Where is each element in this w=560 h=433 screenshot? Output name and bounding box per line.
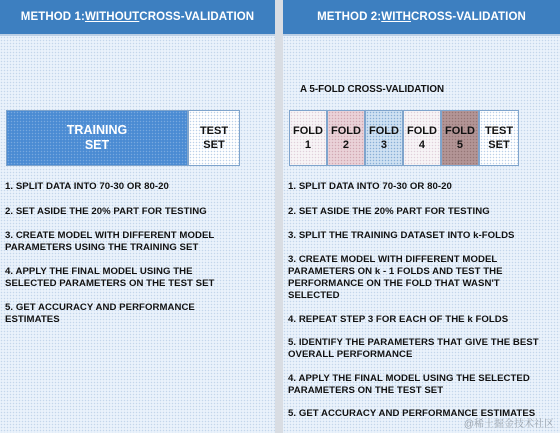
method-1-step-5-line-2: ESTIMATES: [5, 314, 60, 325]
method-2-step-3-create-line-2: PARAMETERS ON k - 1 FOLDS AND TEST THE: [288, 266, 503, 277]
method-2-step-4-apply-line-1: 4. APPLY THE FINAL MODEL USING THE SELECTED: [288, 373, 530, 384]
fold-4-number: 4: [418, 139, 426, 151]
method-2-header-prefix: METHOD 2:: [317, 11, 382, 23]
fold-4-label: FOLD: [407, 125, 437, 137]
method-2-step-1: 1. SPLIT DATA INTO 70-30 OR 80-20: [288, 181, 452, 192]
method-2-header-emphasis: WITH: [381, 11, 412, 23]
fold-1-label: FOLD: [293, 125, 323, 137]
method-2-header-suffix: CROSS-VALIDATION: [411, 11, 526, 23]
cv-test-set-label-line-2: SET: [488, 139, 510, 151]
fold-5-block: [441, 110, 479, 166]
method-1-step-5-line-1: 5. GET ACCURACY AND PERFORMANCE: [5, 302, 195, 313]
training-set-block: [6, 110, 188, 166]
fold-3-block: [365, 110, 403, 166]
method-1-step-3-line-1: 3. CREATE MODEL WITH DIFFERENT MODEL: [5, 230, 215, 241]
method-1-step-4: [5, 266, 214, 290]
method-2-step-5-accuracy: 5. GET ACCURACY AND PERFORMANCE ESTIMATES: [288, 408, 536, 419]
fold-5-label: FOLD: [445, 125, 475, 137]
cv-test-set-block: [479, 110, 519, 166]
method-1-step-2: 2. SET ASIDE THE 20% PART FOR TESTING: [5, 206, 207, 217]
method-1-step-4-line-1: 4. APPLY THE FINAL MODEL USING THE: [5, 266, 193, 277]
column-divider: [275, 0, 283, 433]
method-1-step-1: 1. SPLIT DATA INTO 70-30 OR 80-20: [5, 181, 169, 192]
method-1-step-3-line-2: PARAMETERS USING THE TRAINING SET: [5, 242, 199, 253]
method-2-header: [283, 0, 560, 34]
method-1-header-prefix: METHOD 1:: [20, 11, 85, 23]
fold-2-block: [327, 110, 365, 166]
training-set-label-line-1: TRAINING: [66, 123, 128, 137]
method-2-step-5-identify-line-1: 5. IDENTIFY THE PARAMETERS THAT GIVE THE BEST: [288, 337, 539, 348]
fold-3-label: FOLD: [369, 125, 399, 137]
fold-2-number: 2: [342, 139, 350, 151]
watermark: @稀土掘金技术社区: [463, 419, 554, 430]
method-2-step-4-repeat: 4. REPEAT STEP 3 FOR EACH OF THE k FOLDS: [288, 314, 509, 325]
test-set-block: [188, 110, 240, 166]
fold-4-block: [403, 110, 441, 166]
method-2-step-4-apply: [288, 373, 530, 397]
fold-1-block: [289, 110, 327, 166]
method-2-column: [283, 0, 560, 433]
cv-test-set-label-line-1: TEST: [484, 125, 514, 137]
method-2-step-3-create-line-1: 3. CREATE MODEL WITH DIFFERENT MODEL: [288, 254, 498, 265]
method-1-step-4-line-2: SELECTED PARAMETERS ON THE TEST SET: [5, 278, 215, 289]
method-2-step-5-identify-line-2: OVERALL PERFORMANCE: [288, 349, 413, 360]
test-set-label-line-1: TEST: [199, 125, 229, 137]
fold-5-number: 5: [456, 139, 464, 151]
fold-3-number: 3: [380, 139, 388, 151]
method-2-step-5-identify: [288, 337, 539, 361]
method-2-step-3-split: 3. SPLIT THE TRAINING DATASET INTO k-FOLDS: [288, 230, 515, 241]
method-1-column: [0, 0, 275, 433]
method-2-step-3-create: [288, 254, 503, 302]
method-1-step-5: [5, 302, 195, 326]
method-2-step-2: 2. SET ASIDE THE 20% PART FOR TESTING: [288, 206, 490, 217]
fold-2-label: FOLD: [331, 125, 361, 137]
training-set-label-line-2: SET: [84, 138, 110, 152]
fold-1-number: 1: [304, 139, 312, 151]
method-1-header-emphasis: WITHOUT: [84, 11, 140, 23]
test-set-label-line-2: SET: [203, 139, 225, 151]
method-1-step-3: [5, 230, 214, 254]
method-2-step-3-create-line-4: SELECTED: [288, 290, 340, 301]
method-2-step-3-create-line-3: PERFORMANCE ON THE FOLD THAT WASN'T: [288, 278, 500, 289]
cv-subtitle: A 5-FOLD CROSS-VALIDATION: [300, 84, 445, 95]
method-2-step-4-apply-line-2: PARAMETERS ON THE TEST SET: [288, 385, 444, 396]
method-1-header-suffix: CROSS-VALIDATION: [139, 11, 255, 23]
method-1-header: [0, 0, 275, 34]
